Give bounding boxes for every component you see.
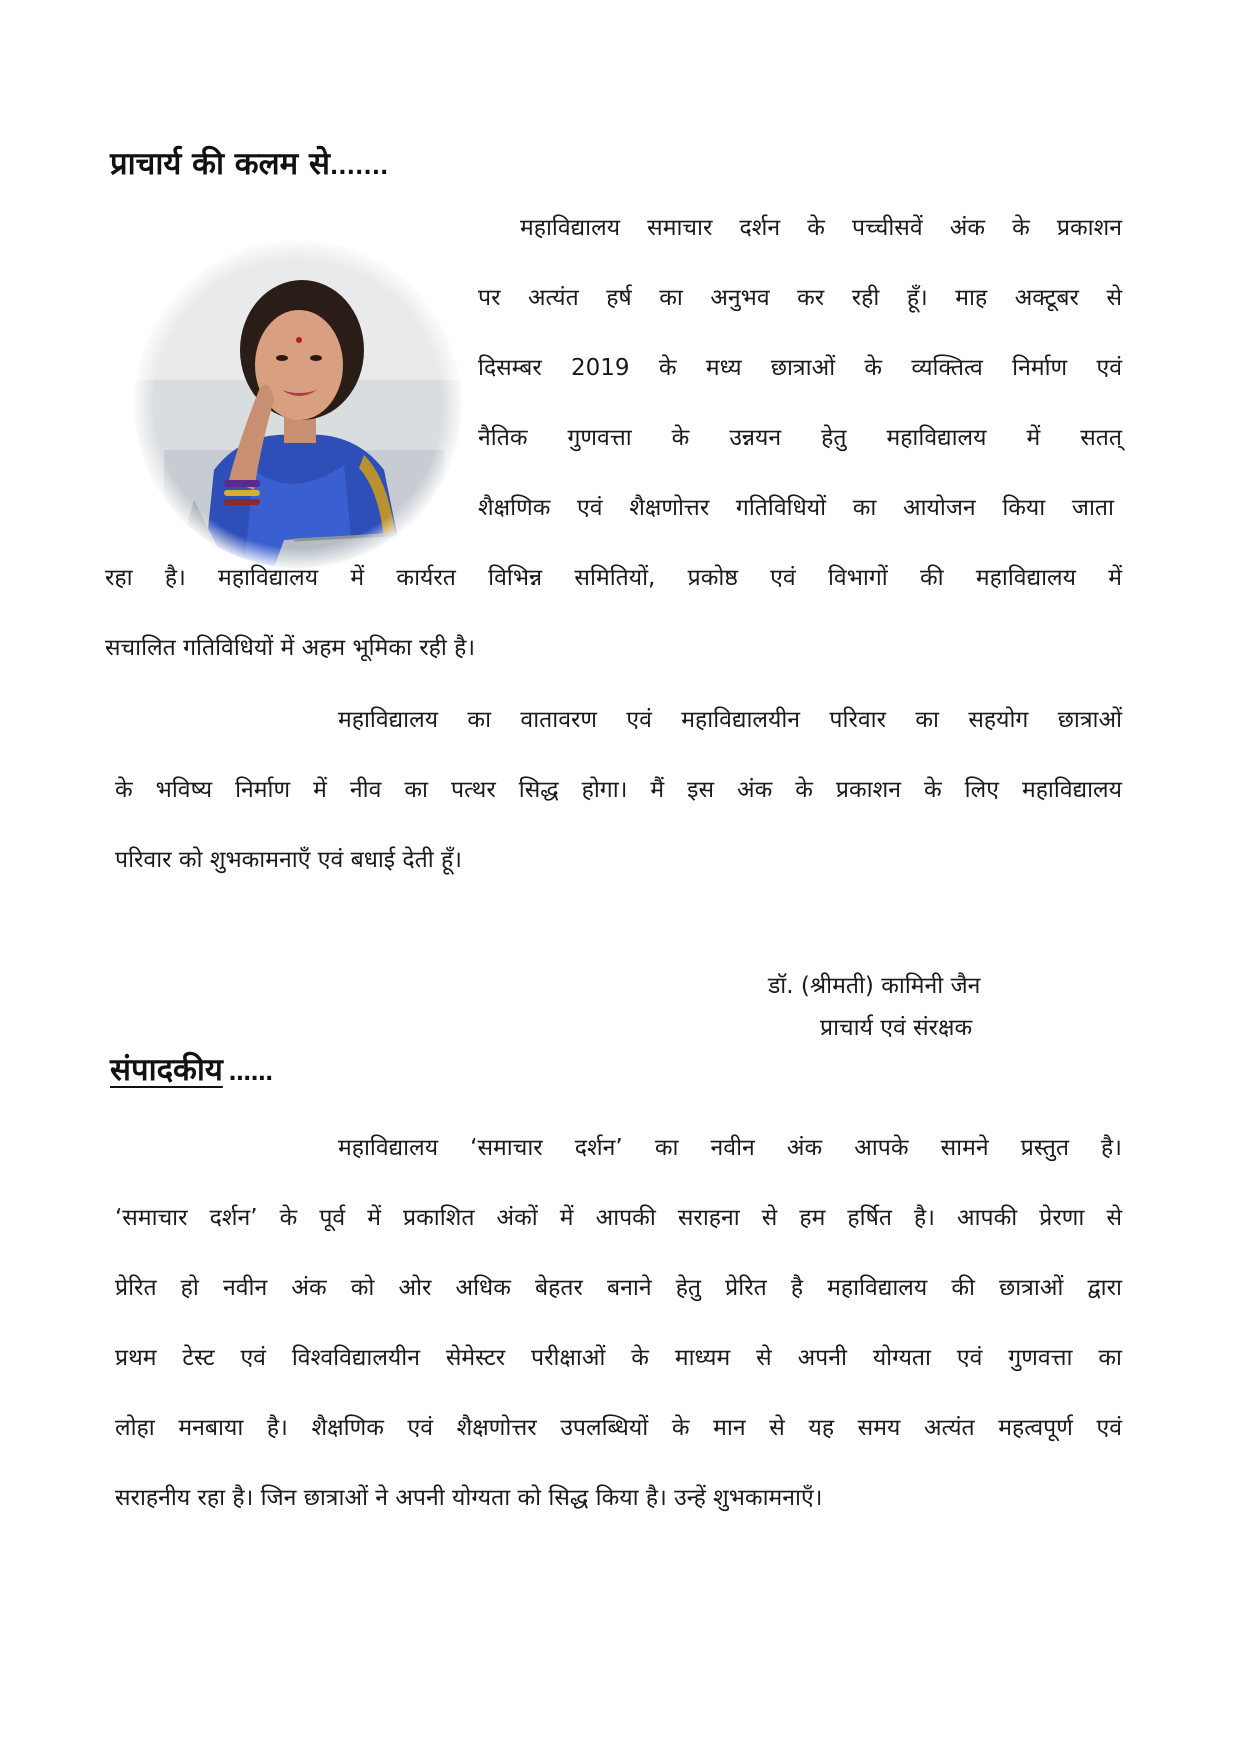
- principal-line-5: शैक्षणिक एवं शैक्षणोत्तर गतिविधियों का आयोजन किया जाता: [478, 495, 1114, 521]
- principal-line-2: पर अत्यंत हर्ष का अनुभव कर रही हूँ। माह अक्टूबर से: [478, 285, 1122, 311]
- editorial-line-2: ‘समाचार दर्शन’ के पूर्व में प्रकाशित अंकों में आपकी सराहना से हम हर्षित है। आपकी प्रेरणा से: [115, 1205, 1122, 1231]
- editorial-heading: [110, 1048, 273, 1090]
- editorial-line-3: प्रेरित हो नवीन अंक को ओर अधिक बेहतर बनाने हेतु प्रेरित है महाविद्यालय की छात्राओं द्वारा: [115, 1275, 1122, 1301]
- editorial-line-4: प्रथम टेस्ट एवं विश्वविद्यालयीन सेमेस्टर परीक्षाओं के माध्यम से अपनी योग्यता एवं गुणवत्ता का: [115, 1345, 1122, 1371]
- editorial-line-1: महाविद्यालय ‘समाचार दर्शन’ का नवीन अंक आपके सामने प्रस्तुत है।: [338, 1135, 1122, 1161]
- principal-line-9: के भविष्य निर्माण में नीव का पत्थर सिद्ध होगा। मैं इस अंक के प्रकाशन के लिए महाविद्यालय: [115, 777, 1122, 803]
- editorial-line-5: लोहा मनबाया है। शैक्षणिक एवं शैक्षणोत्तर उपलब्धियों के मान से यह समय अत्यंत महत्वपूर्ण एवं: [115, 1415, 1122, 1441]
- editorial-heading-text: संपादकीय: [110, 1052, 223, 1088]
- principal-line-1: महाविद्यालय समाचार दर्शन के पच्चीसवें अंक के प्रकाशन: [520, 215, 1122, 241]
- principal-line-10: परिवार को शुभकामनाएँ एवं बधाई देती हूँ।: [115, 847, 462, 873]
- principal-heading: [110, 142, 388, 184]
- principal-line-7: सचालित गतिविधियों में अहम भूमिका रही है।: [105, 635, 476, 661]
- principal-line-6: रहा है। महाविद्यालय में कार्यरत विभिन्न समितियों, प्रकोष्ठ एवं विभागों की महाविद्यालय में: [105, 565, 1122, 591]
- principal-heading-text: प्राचार्य की कलम से: [110, 146, 330, 182]
- principal-line-3: दिसम्बर 2019 के मध्य छात्राओं के व्यक्तित्व निर्माण एवं: [478, 355, 1122, 381]
- principal-heading-trail: .......: [329, 155, 389, 180]
- editorial-heading-trail: ……: [228, 1061, 273, 1086]
- signature-title: प्राचार्य एवं संरक्षक: [820, 1015, 973, 1041]
- principal-line-8: महाविद्यालय का वातावरण एवं महाविद्यालयीन परिवार का सहयोग छात्राओं: [338, 707, 1122, 733]
- signature-name: डॉ. (श्रीमती) कामिनी जैन: [768, 973, 981, 999]
- principal-line-4: नैतिक गुणवत्ता के उन्नयन हेतु महाविद्यालय में सतत्: [478, 425, 1122, 451]
- principal-photo: [134, 240, 462, 568]
- editorial-line-6: सराहनीय रहा है। जिन छात्राओं ने अपनी योग्यता को सिद्ध किया है। उन्हें शुभकामनाएँ।: [115, 1485, 823, 1511]
